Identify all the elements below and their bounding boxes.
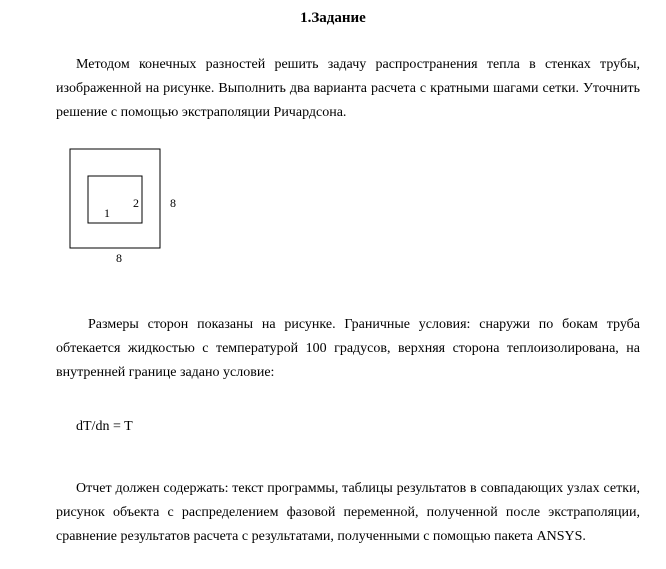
boundary-formula: dT/dn = T [76,419,133,434]
region-label-2: 2 [133,196,139,210]
region-label-1: 1 [104,206,110,220]
task-paragraph: Методом конечных разностей решить задачу распространения тепла в стенках трубы, изображенной на рисунке. Выполнить два варианта расчета с кратными шагами сетки. Уточнить решение с помощью экстраполяции Ричардсона. [56,57,640,120]
report-requirements-paragraph: Отчет должен содержать: текст программы, таблицы результатов в совпадающих узлах сетки, рисунок объекта с распределением фазовой переменной, полученной после экстраполяции, сравнение результатов расчета с результатами, полученными с помощью пакета ANSYS. [56,481,640,544]
side-dimension-label: 8 [170,196,176,210]
boundary-conditions-paragraph: Размеры сторон показаны на рисунке. Граничные условия: снаружи по бокам труба обтекается жидкостью с температурой 100 градусов, верхняя сторона теплоизолирована, на внутренней границе задано условие: [56,317,640,380]
pipe-cross-section-figure [60,140,200,270]
section-title: 1.Задание [300,10,366,26]
outer-square [70,149,160,248]
pipe-diagram [60,140,200,270]
bottom-dimension-label: 8 [116,251,122,265]
